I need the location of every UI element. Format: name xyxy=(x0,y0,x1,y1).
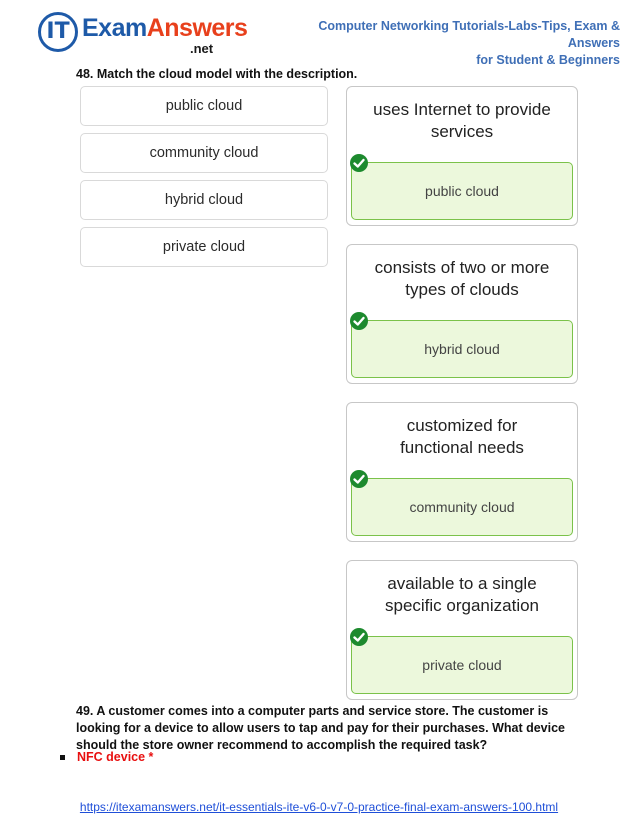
tagline-line-2: for Student & Beginners xyxy=(476,53,620,67)
bullet-icon xyxy=(60,755,65,760)
match-card-2 xyxy=(346,244,578,384)
match-description xyxy=(347,257,577,301)
drop-target-answer[interactable] xyxy=(351,636,573,694)
option-private-cloud[interactable]: private cloud xyxy=(80,227,328,267)
logo-answers: Answers xyxy=(146,14,248,42)
match-card-3 xyxy=(346,402,578,542)
footer-url-link[interactable]: https://itexamanswers.net/it-essentials-ite-v6-0-v7-0-practice-final-exam-answers-100.html xyxy=(79,800,559,814)
correct-answer: NFC device * xyxy=(77,750,154,764)
check-icon xyxy=(349,311,369,331)
answer-label: community cloud xyxy=(409,499,515,515)
drop-target-answer[interactable] xyxy=(351,320,573,378)
option-community-cloud[interactable]: community cloud xyxy=(80,133,328,173)
check-icon xyxy=(349,153,369,173)
answer-label: hybrid cloud xyxy=(424,341,500,357)
description-line: uses Internet to provide xyxy=(373,100,551,119)
option-public-cloud[interactable]: public cloud xyxy=(80,86,328,126)
description-line: available to a single xyxy=(387,574,537,593)
description-line: services xyxy=(430,122,494,141)
logo-it-badge: IT xyxy=(38,12,78,52)
check-icon xyxy=(349,627,369,647)
description-line: customized for xyxy=(406,416,518,435)
question-49-text: 49. A customer comes into a computer parts and service store. The customer is looking for a device to allow users to tap and pay for their purchases. What device should the store owner recommend to accomplish the required task? xyxy=(76,704,566,752)
logo-net: .net xyxy=(190,41,214,56)
logo-exam: Exam xyxy=(82,14,147,42)
tagline-line-1: Computer Networking Tutorials-Labs-Tips, Exam & Answers xyxy=(318,19,620,50)
logo-wordmark xyxy=(82,14,247,43)
question-48-title: 48. Match the cloud model with the description. xyxy=(76,67,358,81)
match-description xyxy=(347,99,577,143)
check-icon xyxy=(349,469,369,489)
drop-target-answer[interactable] xyxy=(351,478,573,536)
site-tagline xyxy=(290,18,620,69)
match-description xyxy=(347,415,577,459)
description-line: specific organization xyxy=(384,596,540,615)
option-hybrid-cloud[interactable]: hybrid cloud xyxy=(80,180,328,220)
match-description xyxy=(347,573,577,617)
match-card-1 xyxy=(346,86,578,226)
match-card-4 xyxy=(346,560,578,700)
answer-list-item xyxy=(60,750,153,764)
drop-target-answer[interactable] xyxy=(351,162,573,220)
answer-label: public cloud xyxy=(425,183,499,199)
site-logo[interactable] xyxy=(38,12,248,58)
description-line: types of clouds xyxy=(405,280,519,299)
description-line: functional needs xyxy=(400,438,524,457)
description-line: consists of two or more xyxy=(374,258,550,277)
answer-label: private cloud xyxy=(422,657,502,673)
